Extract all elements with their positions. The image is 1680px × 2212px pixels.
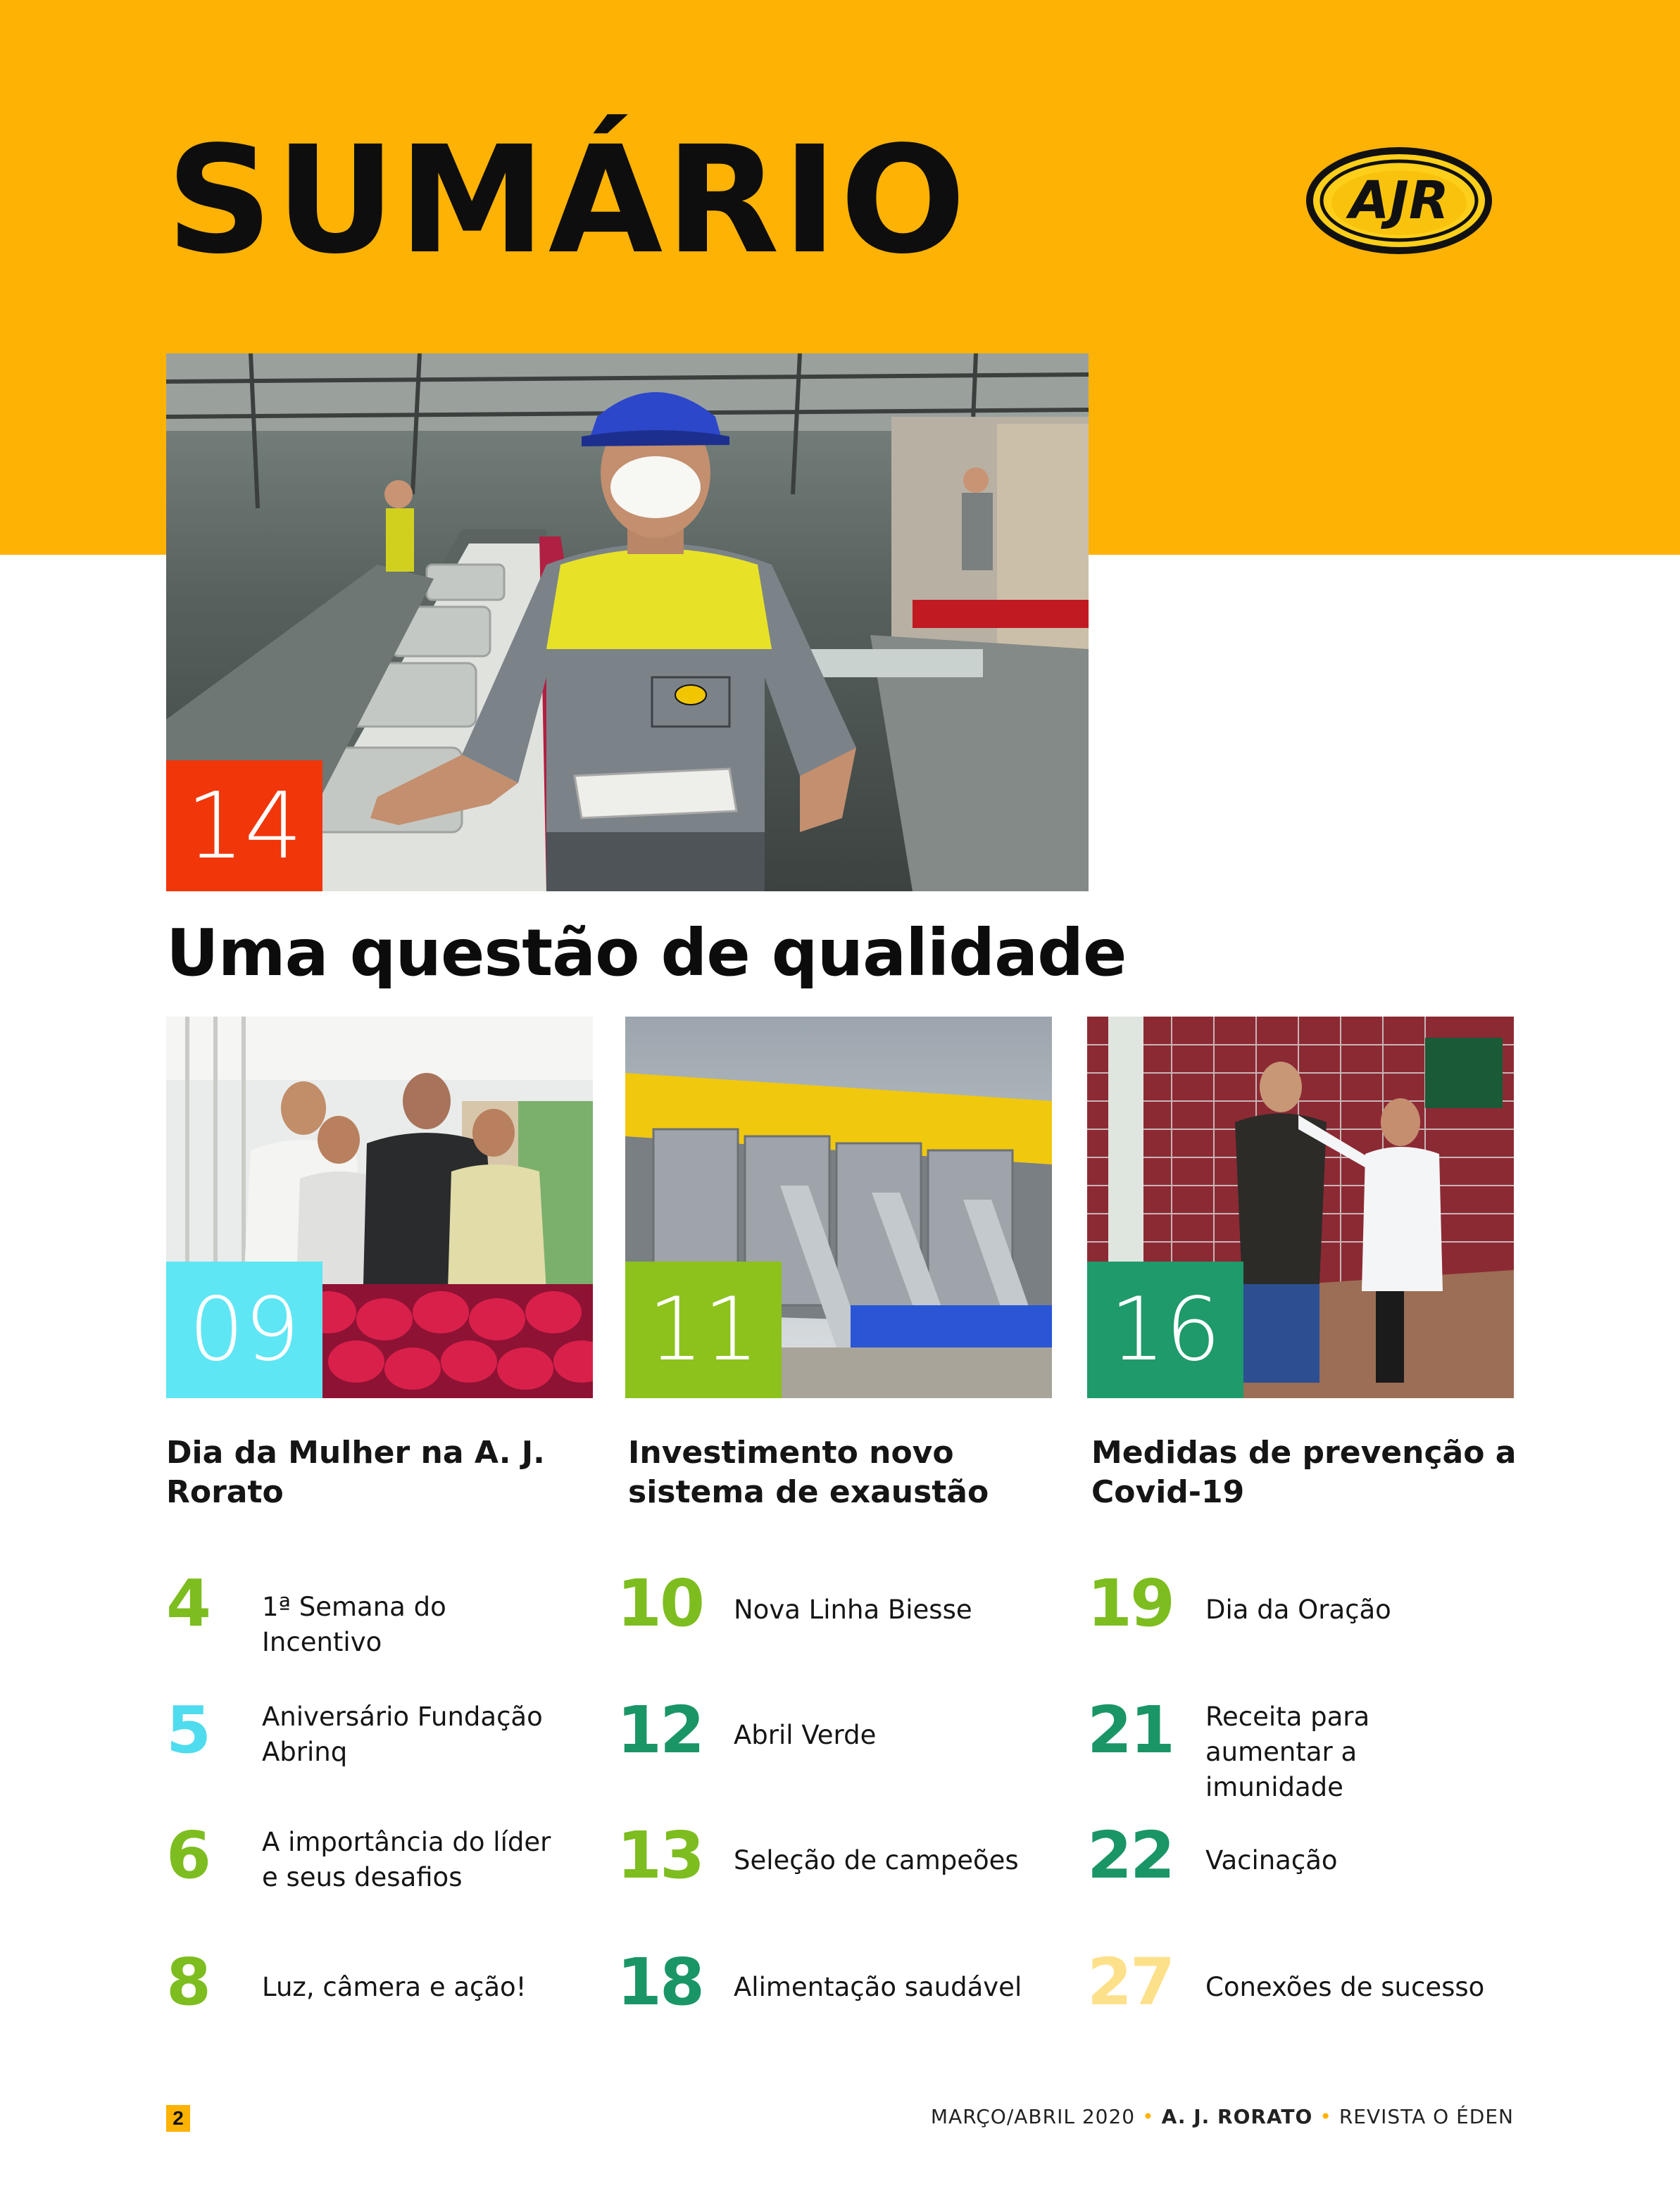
toc-number: 4	[166, 1566, 210, 1641]
card-badge-09: 09	[166, 1262, 322, 1398]
toc-number: 6	[166, 1818, 210, 1893]
toc-number: 21	[1087, 1692, 1174, 1768]
toc-number: 27	[1087, 1944, 1174, 2020]
toc-label: Alimentação saudável	[734, 1972, 1022, 2002]
toc-label: 1ª Semana do Incentivo	[262, 1592, 446, 1657]
toc-label: Aniversário Fundação Abrinq	[262, 1702, 543, 1767]
toc-label: Luz, câmera e ação!	[262, 1972, 527, 2002]
svg-text:AJR: AJR	[1349, 170, 1449, 231]
separator-dot: •	[1319, 2105, 1332, 2128]
toc-number: 18	[617, 1944, 703, 2020]
card-title-exaustao: Investimento novo sistema de exaustão	[628, 1435, 989, 1510]
card-badge-11: 11	[625, 1262, 782, 1398]
toc-number: 19	[1087, 1566, 1174, 1641]
toc-label: Nova Linha Biesse	[734, 1595, 972, 1625]
toc-number: 12	[617, 1692, 703, 1768]
page-number: 2	[166, 2105, 190, 2132]
footer-magazine: REVISTA O ÉDEN	[1339, 2105, 1514, 2128]
separator-dot: •	[1142, 2105, 1155, 2128]
toc-number: 13	[617, 1818, 703, 1893]
toc-number: 10	[617, 1566, 703, 1641]
page-title: SUMÁRIO	[166, 114, 969, 287]
toc-number: 8	[166, 1944, 210, 2020]
toc-label: Abril Verde	[734, 1720, 877, 1750]
toc-label: Conexões de sucesso	[1205, 1972, 1485, 2002]
toc-label: Receita para aumentar a imunidade	[1205, 1702, 1370, 1802]
toc-label: Vacinação	[1205, 1845, 1338, 1875]
featured-headline: Uma questão de qualidade	[166, 915, 1127, 991]
toc-label: Seleção de campeões	[734, 1845, 1019, 1875]
featured-page-badge: 14	[166, 760, 322, 891]
card-badge-16: 16	[1087, 1262, 1243, 1398]
toc-number: 22	[1087, 1818, 1174, 1893]
toc-label: Dia da Oração	[1205, 1595, 1391, 1625]
toc-label: A importância do líder e seus desafios	[262, 1827, 551, 1892]
toc-number: 5	[166, 1692, 210, 1768]
footer-date: MARÇO/ABRIL 2020	[930, 2105, 1136, 2128]
company-logo	[1304, 145, 1494, 256]
card-title-covid: Medidas de prevenção a Covid-19	[1091, 1435, 1517, 1510]
footer-credits	[931, 2105, 1514, 2128]
card-title-dia-da-mulher: Dia da Mulher na A. J. Rorato	[166, 1435, 545, 1510]
ajr-logo-icon	[1304, 145, 1494, 256]
footer-company: A. J. RORATO	[1161, 2105, 1313, 2128]
